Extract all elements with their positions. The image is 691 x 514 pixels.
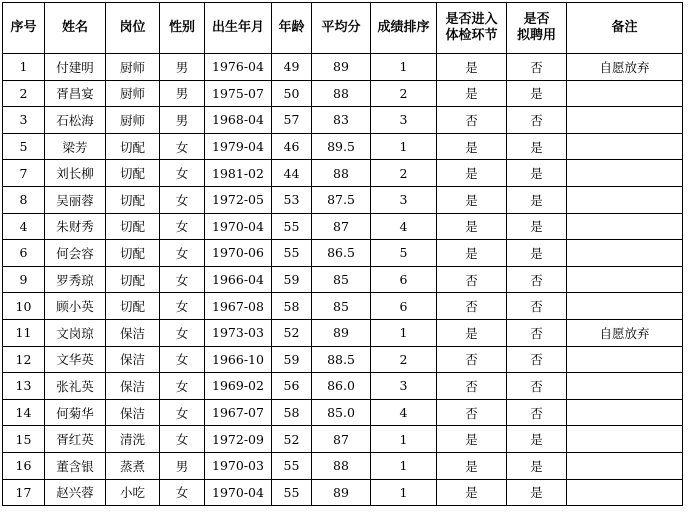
cell-rank: 2 bbox=[371, 346, 437, 373]
table-row bbox=[3, 399, 683, 426]
cell-name: 文岗琼 bbox=[45, 319, 106, 346]
cell-birth: 1966-10 bbox=[205, 346, 272, 373]
cell-birth: 1973-03 bbox=[205, 319, 272, 346]
table-row bbox=[3, 346, 683, 373]
cell-position: 保洁 bbox=[106, 373, 160, 400]
table-row bbox=[3, 479, 683, 506]
cell-rank: 1 bbox=[371, 319, 437, 346]
cell-position: 切配 bbox=[106, 240, 160, 267]
column-header-line: 是否 bbox=[523, 12, 550, 27]
cell-birth: 1972-09 bbox=[205, 426, 272, 453]
cell-rank: 5 bbox=[371, 240, 437, 267]
table-body bbox=[3, 54, 683, 506]
cell-birth: 1970-03 bbox=[205, 452, 272, 479]
cell-no: 13 bbox=[3, 373, 45, 400]
column-header-exam bbox=[437, 3, 507, 54]
cell-no: 10 bbox=[3, 293, 45, 320]
cell-rank: 3 bbox=[371, 107, 437, 134]
table-row bbox=[3, 213, 683, 240]
cell-note bbox=[567, 80, 683, 107]
cell-gender: 女 bbox=[160, 240, 205, 267]
cell-birth: 1967-07 bbox=[205, 399, 272, 426]
table-header-row bbox=[3, 3, 683, 54]
cell-birth: 1968-04 bbox=[205, 107, 272, 134]
cell-gender: 男 bbox=[160, 452, 205, 479]
cell-no: 6 bbox=[3, 240, 45, 267]
cell-hire: 是 bbox=[507, 186, 567, 213]
cell-rank: 4 bbox=[371, 399, 437, 426]
cell-hire: 是 bbox=[507, 452, 567, 479]
cell-exam: 是 bbox=[437, 426, 507, 453]
cell-avg: 85 bbox=[312, 266, 371, 293]
cell-hire: 是 bbox=[507, 133, 567, 160]
cell-age: 55 bbox=[272, 213, 312, 240]
cell-hire: 否 bbox=[507, 54, 567, 81]
cell-name: 文华英 bbox=[45, 346, 106, 373]
column-header-line: 平均分 bbox=[321, 20, 361, 35]
cell-gender: 女 bbox=[160, 293, 205, 320]
cell-position: 蒸煮 bbox=[106, 452, 160, 479]
column-header-line: 年龄 bbox=[278, 20, 305, 35]
column-header-position bbox=[106, 3, 160, 54]
cell-avg: 89 bbox=[312, 319, 371, 346]
cell-note bbox=[567, 266, 683, 293]
cell-note bbox=[567, 160, 683, 187]
cell-hire: 否 bbox=[507, 319, 567, 346]
cell-note: 自愿放弃 bbox=[567, 319, 683, 346]
cell-name: 张礼英 bbox=[45, 373, 106, 400]
cell-gender: 女 bbox=[160, 426, 205, 453]
cell-hire: 是 bbox=[507, 426, 567, 453]
cell-gender: 女 bbox=[160, 133, 205, 160]
cell-birth: 1979-04 bbox=[205, 133, 272, 160]
column-header-hire bbox=[507, 3, 567, 54]
column-header-line: 是否进入 bbox=[445, 12, 498, 27]
cell-hire: 是 bbox=[507, 213, 567, 240]
cell-gender: 女 bbox=[160, 213, 205, 240]
cell-name: 顾小英 bbox=[45, 293, 106, 320]
table-row bbox=[3, 293, 683, 320]
table-row bbox=[3, 54, 683, 81]
cell-exam: 是 bbox=[437, 479, 507, 506]
cell-age: 44 bbox=[272, 160, 312, 187]
cell-birth: 1970-04 bbox=[205, 479, 272, 506]
cell-exam: 否 bbox=[437, 399, 507, 426]
column-header-age bbox=[272, 3, 312, 54]
cell-age: 49 bbox=[272, 54, 312, 81]
cell-avg: 87 bbox=[312, 426, 371, 453]
cell-exam: 否 bbox=[437, 266, 507, 293]
cell-age: 55 bbox=[272, 240, 312, 267]
cell-name: 胥红英 bbox=[45, 426, 106, 453]
cell-name: 何菊华 bbox=[45, 399, 106, 426]
cell-rank: 6 bbox=[371, 266, 437, 293]
cell-note bbox=[567, 346, 683, 373]
table-row bbox=[3, 160, 683, 187]
cell-birth: 1967-08 bbox=[205, 293, 272, 320]
cell-position: 保洁 bbox=[106, 399, 160, 426]
cell-age: 52 bbox=[272, 426, 312, 453]
cell-gender: 男 bbox=[160, 80, 205, 107]
cell-no: 16 bbox=[3, 452, 45, 479]
cell-rank: 2 bbox=[371, 160, 437, 187]
cell-exam: 是 bbox=[437, 213, 507, 240]
cell-exam: 否 bbox=[437, 293, 507, 320]
cell-gender: 女 bbox=[160, 186, 205, 213]
column-header-avg bbox=[312, 3, 371, 54]
cell-avg: 86.5 bbox=[312, 240, 371, 267]
cell-no: 8 bbox=[3, 186, 45, 213]
cell-position: 厨师 bbox=[106, 107, 160, 134]
cell-name: 付建明 bbox=[45, 54, 106, 81]
cell-name: 罗秀琼 bbox=[45, 266, 106, 293]
table-row bbox=[3, 426, 683, 453]
cell-hire: 否 bbox=[507, 266, 567, 293]
cell-note bbox=[567, 186, 683, 213]
table-row bbox=[3, 107, 683, 134]
cell-age: 53 bbox=[272, 186, 312, 213]
cell-age: 58 bbox=[272, 399, 312, 426]
cell-gender: 女 bbox=[160, 479, 205, 506]
cell-note bbox=[567, 107, 683, 134]
cell-position: 切配 bbox=[106, 213, 160, 240]
cell-position: 切配 bbox=[106, 266, 160, 293]
cell-gender: 女 bbox=[160, 346, 205, 373]
cell-hire: 否 bbox=[507, 293, 567, 320]
cell-avg: 87.5 bbox=[312, 186, 371, 213]
cell-hire: 是 bbox=[507, 240, 567, 267]
cell-gender: 女 bbox=[160, 399, 205, 426]
cell-exam: 是 bbox=[437, 240, 507, 267]
column-header-gender bbox=[160, 3, 205, 54]
cell-age: 59 bbox=[272, 346, 312, 373]
cell-avg: 88.5 bbox=[312, 346, 371, 373]
cell-note bbox=[567, 293, 683, 320]
cell-birth: 1976-04 bbox=[205, 54, 272, 81]
cell-birth: 1970-06 bbox=[205, 240, 272, 267]
cell-rank: 6 bbox=[371, 293, 437, 320]
cell-avg: 88 bbox=[312, 80, 371, 107]
cell-exam: 是 bbox=[437, 133, 507, 160]
cell-exam: 是 bbox=[437, 186, 507, 213]
cell-name: 吴丽蓉 bbox=[45, 186, 106, 213]
table-row bbox=[3, 373, 683, 400]
cell-age: 57 bbox=[272, 107, 312, 134]
cell-name: 胥昌宴 bbox=[45, 80, 106, 107]
cell-avg: 88 bbox=[312, 452, 371, 479]
table-row bbox=[3, 319, 683, 346]
cell-no: 1 bbox=[3, 54, 45, 81]
column-header-line: 备注 bbox=[611, 20, 638, 35]
cell-birth: 1975-07 bbox=[205, 80, 272, 107]
cell-note bbox=[567, 399, 683, 426]
cell-no: 9 bbox=[3, 266, 45, 293]
cell-rank: 3 bbox=[371, 373, 437, 400]
cell-avg: 87 bbox=[312, 213, 371, 240]
cell-position: 切配 bbox=[106, 293, 160, 320]
table-row bbox=[3, 240, 683, 267]
table-row bbox=[3, 186, 683, 213]
cell-exam: 否 bbox=[437, 107, 507, 134]
cell-avg: 89 bbox=[312, 54, 371, 81]
cell-hire: 否 bbox=[507, 373, 567, 400]
cell-name: 何会容 bbox=[45, 240, 106, 267]
cell-name: 赵兴蓉 bbox=[45, 479, 106, 506]
candidate-table bbox=[2, 2, 683, 506]
cell-age: 55 bbox=[272, 479, 312, 506]
column-header-rank bbox=[371, 3, 437, 54]
cell-birth: 1981-02 bbox=[205, 160, 272, 187]
cell-no: 4 bbox=[3, 213, 45, 240]
cell-avg: 85.0 bbox=[312, 399, 371, 426]
cell-exam: 否 bbox=[437, 373, 507, 400]
cell-hire: 否 bbox=[507, 399, 567, 426]
cell-hire: 是 bbox=[507, 479, 567, 506]
cell-rank: 1 bbox=[371, 479, 437, 506]
cell-hire: 是 bbox=[507, 160, 567, 187]
cell-gender: 男 bbox=[160, 54, 205, 81]
cell-position: 保洁 bbox=[106, 346, 160, 373]
cell-rank: 4 bbox=[371, 213, 437, 240]
column-header-line: 出生年月 bbox=[211, 20, 264, 35]
column-header-line: 性别 bbox=[168, 20, 195, 35]
column-header-no bbox=[3, 3, 45, 54]
cell-exam: 是 bbox=[437, 160, 507, 187]
cell-age: 46 bbox=[272, 133, 312, 160]
cell-age: 56 bbox=[272, 373, 312, 400]
column-header-line: 岗位 bbox=[119, 20, 146, 35]
cell-exam: 否 bbox=[437, 346, 507, 373]
column-header-note bbox=[567, 3, 683, 54]
table-row bbox=[3, 80, 683, 107]
cell-age: 52 bbox=[272, 319, 312, 346]
cell-gender: 女 bbox=[160, 160, 205, 187]
cell-position: 小吃 bbox=[106, 479, 160, 506]
cell-birth: 1970-04 bbox=[205, 213, 272, 240]
cell-note bbox=[567, 452, 683, 479]
column-header-line: 拟聘用 bbox=[516, 28, 556, 43]
cell-rank: 3 bbox=[371, 186, 437, 213]
cell-no: 5 bbox=[3, 133, 45, 160]
cell-note bbox=[567, 479, 683, 506]
cell-no: 11 bbox=[3, 319, 45, 346]
cell-rank: 1 bbox=[371, 54, 437, 81]
cell-no: 3 bbox=[3, 107, 45, 134]
cell-rank: 2 bbox=[371, 80, 437, 107]
cell-note bbox=[567, 373, 683, 400]
column-header-line: 成绩排序 bbox=[377, 20, 430, 35]
cell-avg: 88 bbox=[312, 160, 371, 187]
cell-note bbox=[567, 426, 683, 453]
cell-birth: 1966-04 bbox=[205, 266, 272, 293]
cell-name: 刘长柳 bbox=[45, 160, 106, 187]
cell-gender: 女 bbox=[160, 319, 205, 346]
cell-birth: 1972-05 bbox=[205, 186, 272, 213]
cell-hire: 否 bbox=[507, 107, 567, 134]
column-header-birth bbox=[205, 3, 272, 54]
cell-rank: 1 bbox=[371, 133, 437, 160]
cell-no: 2 bbox=[3, 80, 45, 107]
cell-note bbox=[567, 213, 683, 240]
cell-gender: 女 bbox=[160, 373, 205, 400]
cell-birth: 1969-02 bbox=[205, 373, 272, 400]
cell-hire: 否 bbox=[507, 346, 567, 373]
cell-age: 58 bbox=[272, 293, 312, 320]
column-header-line: 体检环节 bbox=[445, 28, 498, 43]
cell-rank: 1 bbox=[371, 452, 437, 479]
cell-gender: 女 bbox=[160, 266, 205, 293]
cell-name: 董含银 bbox=[45, 452, 106, 479]
cell-note bbox=[567, 240, 683, 267]
cell-exam: 是 bbox=[437, 319, 507, 346]
cell-name: 梁芳 bbox=[45, 133, 106, 160]
cell-age: 55 bbox=[272, 452, 312, 479]
cell-avg: 85 bbox=[312, 293, 371, 320]
cell-no: 12 bbox=[3, 346, 45, 373]
cell-no: 7 bbox=[3, 160, 45, 187]
cell-exam: 是 bbox=[437, 452, 507, 479]
cell-position: 厨师 bbox=[106, 54, 160, 81]
cell-position: 厨师 bbox=[106, 80, 160, 107]
column-header-line: 序号 bbox=[10, 20, 37, 35]
cell-avg: 83 bbox=[312, 107, 371, 134]
cell-position: 切配 bbox=[106, 133, 160, 160]
cell-exam: 是 bbox=[437, 80, 507, 107]
cell-no: 14 bbox=[3, 399, 45, 426]
cell-avg: 89.5 bbox=[312, 133, 371, 160]
cell-position: 切配 bbox=[106, 160, 160, 187]
cell-hire: 是 bbox=[507, 80, 567, 107]
cell-age: 50 bbox=[272, 80, 312, 107]
cell-gender: 男 bbox=[160, 107, 205, 134]
cell-avg: 86.0 bbox=[312, 373, 371, 400]
cell-no: 17 bbox=[3, 479, 45, 506]
cell-name: 石松海 bbox=[45, 107, 106, 134]
cell-position: 保洁 bbox=[106, 319, 160, 346]
cell-position: 清洗 bbox=[106, 426, 160, 453]
column-header-line: 姓名 bbox=[61, 20, 88, 35]
cell-note bbox=[567, 133, 683, 160]
cell-avg: 89 bbox=[312, 479, 371, 506]
cell-rank: 1 bbox=[371, 426, 437, 453]
cell-position: 切配 bbox=[106, 186, 160, 213]
column-header-name bbox=[45, 3, 106, 54]
table-row bbox=[3, 452, 683, 479]
cell-exam: 是 bbox=[437, 54, 507, 81]
cell-age: 59 bbox=[272, 266, 312, 293]
cell-no: 15 bbox=[3, 426, 45, 453]
cell-note: 自愿放弃 bbox=[567, 54, 683, 81]
cell-name: 朱财秀 bbox=[45, 213, 106, 240]
table-row bbox=[3, 266, 683, 293]
table-row bbox=[3, 133, 683, 160]
